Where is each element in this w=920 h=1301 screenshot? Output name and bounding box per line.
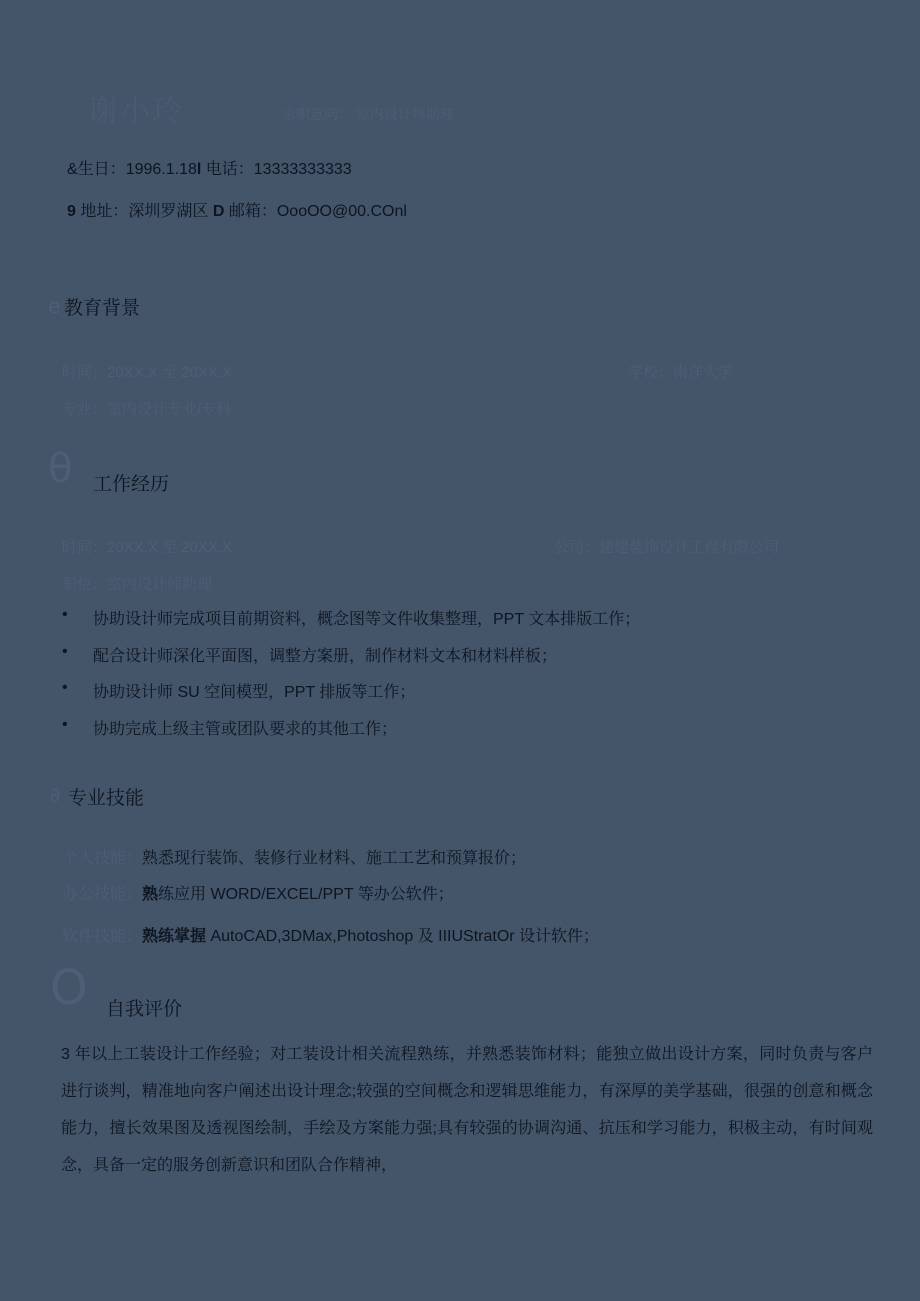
work-time: 时间：20XX.X 至 20XX.X — [62, 539, 233, 556]
work-company: 公司：建建装饰设计工程有限公司 — [554, 539, 780, 556]
evaluation-text: 3 年以上工装设计工作经验；对工装设计相关流程熟练，并熟悉装饰材料；能独立做出设计方案，同时负责与客户进行谈判，精准地向客户阐述出设计理念;较强的空间概念和逻辑思维能力，有深厚的美学基础，很强的创意和概念能力，擅长效果图及透视图绘制，手绘及方案能力强;具有较强的协调沟通、抗压和学习能力，积极主动，有时间观念，具备一定的服务创新意识和团队合作精神， — [61, 1046, 873, 1174]
job-intent: 求职意向： 室内设计师助理 — [282, 106, 454, 122]
education-major: 专业：室内设计专业/专科 — [62, 401, 232, 418]
phone-value: 13333333333 — [253, 161, 352, 178]
duty-text: 协助完成上级主管或团队要求的其他工作； — [93, 720, 398, 738]
address-label: 地址： — [75, 203, 129, 220]
skill-row-office — [62, 881, 454, 904]
duty-text: 协助设计师 SU 空间模型，PPT 排版等工作； — [93, 684, 416, 701]
birth-phone-line — [67, 156, 352, 179]
bullet-icon: • — [62, 715, 68, 733]
list-item — [62, 716, 640, 753]
work-icon: θ — [48, 446, 73, 492]
evaluation-title: 自我评价 — [106, 999, 183, 1020]
email-value: OooOO@00.COnl — [276, 203, 407, 220]
skill-text: 练应用 WORD/EXCEL/PPT 等办公软件； — [158, 886, 454, 903]
skill-row-software — [62, 923, 599, 946]
skills-title: 专业技能 — [68, 788, 145, 809]
birth-label: &生日： — [67, 161, 126, 178]
work-position: 职位：室内设计师助理 — [62, 576, 213, 593]
skill-label: 个人技能： — [62, 850, 143, 867]
education-time: 时间：20XX.X 至 20XX.X — [62, 364, 233, 381]
bullet-icon: • — [62, 642, 68, 660]
list-item — [62, 679, 640, 716]
skill-label: 办公技能： — [62, 886, 143, 903]
phone-label: 电话： — [201, 161, 254, 178]
education-icon: e — [48, 294, 61, 318]
skill-text: 熟悉现行装饰、装修行业材料、施工工艺和预算报价； — [142, 850, 527, 867]
education-school: 学校：南洋大学 — [628, 364, 734, 381]
birth-value: 1996.1.18 — [125, 161, 197, 178]
list-item — [62, 643, 640, 680]
work-duties-list — [62, 606, 640, 752]
evaluation-icon: O — [50, 960, 88, 1016]
separator-mark: l — [196, 161, 202, 178]
education-title: 教育背景 — [64, 298, 141, 319]
address-marker: 9 — [67, 203, 76, 220]
skills-icon: ∂ — [50, 783, 61, 807]
skill-strong: 熟 — [142, 886, 159, 903]
bullet-icon: • — [62, 606, 68, 623]
skill-row-personal — [62, 845, 526, 868]
duty-text: 协助设计师完成项目前期资料，概念图等文件收集整理，PPT 文本排版工作； — [93, 611, 641, 628]
skill-strong: 熟练掌握 — [142, 928, 207, 945]
candidate-name: 谢小玲 — [88, 95, 184, 128]
email-marker: D — [212, 203, 225, 220]
work-title: 工作经历 — [93, 474, 170, 495]
skill-text: AutoCAD,3DMax,Photoshop 及 IIIUStratOr 设计软件； — [206, 928, 600, 945]
address-email-line — [67, 198, 407, 221]
list-item — [62, 606, 640, 643]
email-label: 邮箱： — [224, 203, 277, 220]
skill-label: 软件技能： — [62, 928, 143, 945]
bullet-icon: • — [62, 679, 68, 696]
address-value: 深圳罗湖区 — [128, 203, 209, 220]
duty-text: 配合设计师深化平面图，调整方案册，制作材料文本和材料样板； — [93, 647, 558, 665]
